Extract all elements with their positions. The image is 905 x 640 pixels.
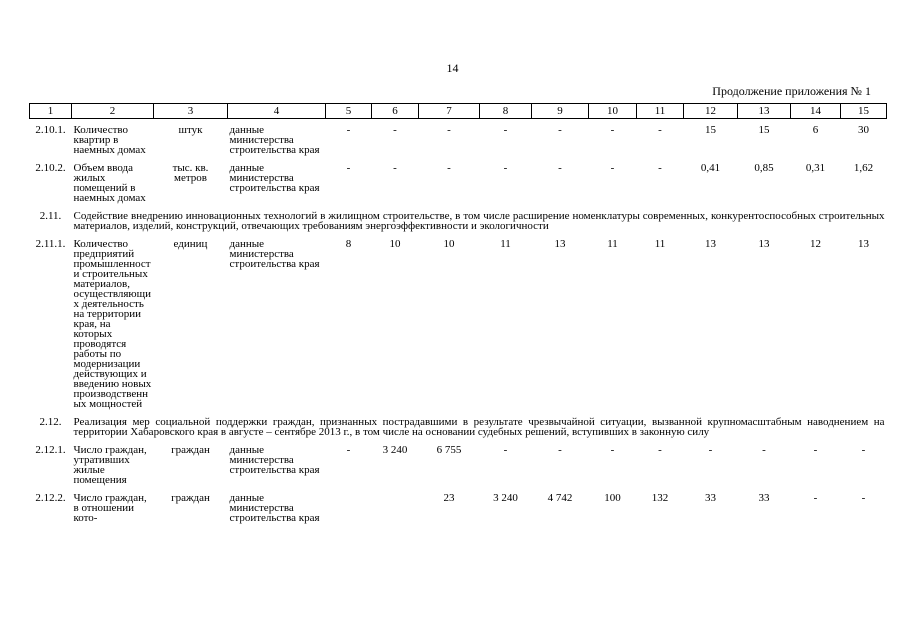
value-cell — [372, 487, 419, 525]
value-cell: - — [346, 124, 351, 136]
value-cell: 15 — [705, 124, 716, 136]
value-cell: - — [503, 124, 508, 136]
value-cell: - — [558, 162, 562, 174]
value-cell: 100 — [604, 492, 621, 504]
table-row — [30, 487, 887, 525]
source: данные министерства строительства края — [229, 238, 320, 270]
value-cell: - — [813, 444, 818, 456]
header-cell: 4 — [228, 104, 326, 119]
header-cell: 15 — [841, 104, 887, 119]
value-cell: 4 742 — [547, 492, 573, 504]
value-cell: 11 — [654, 238, 666, 250]
header-cell: 3 — [154, 104, 228, 119]
indicator-name: Количество предприятий промышленности строительных материалов, осуществляющих деятельность на территории края, на которых проводятся работы по модернизации действующих и введению новых производственных мощностей — [73, 238, 152, 410]
section-number: 2.11. — [39, 210, 62, 222]
value-cell: - — [447, 124, 451, 136]
value-cell: 33 — [758, 492, 770, 504]
header-cell: 6 — [372, 104, 419, 119]
value-cell: - — [558, 444, 562, 456]
table-row — [30, 157, 887, 205]
unit: единиц — [173, 238, 208, 250]
value-cell: 6 — [812, 124, 819, 136]
value-cell: 11 — [500, 238, 511, 250]
value-cell: 10 — [389, 238, 401, 250]
value-cell: - — [503, 444, 508, 456]
value-cell: - — [813, 492, 818, 504]
value-cell: - — [393, 162, 397, 174]
value-cell: - — [447, 162, 451, 174]
source: данные министерства строительства края — [229, 492, 320, 524]
value-cell: - — [558, 124, 562, 136]
value-cell: 33 — [705, 492, 716, 504]
unit: граждан — [171, 492, 210, 504]
value-cell: 3 240 — [382, 444, 408, 456]
value-cell: - — [346, 162, 351, 174]
source: данные министерства строительства края — [229, 124, 320, 156]
value-cell: 10 — [443, 238, 455, 250]
header-cell: 2 — [72, 104, 154, 119]
header-cell: 14 — [791, 104, 841, 119]
value-cell: - — [861, 492, 866, 504]
value-cell: 8 — [345, 238, 352, 250]
page-number: 14 — [446, 61, 459, 75]
value-cell — [326, 487, 372, 525]
value-cell: - — [658, 444, 662, 456]
table-header-row — [30, 104, 887, 119]
value-cell: - — [658, 162, 662, 174]
value-cell: 30 — [858, 124, 869, 136]
value-cell: 13 — [758, 238, 770, 250]
header-cell: 5 — [326, 104, 372, 119]
value-cell: 13 — [705, 238, 716, 250]
value-cell: 3 240 — [493, 492, 518, 504]
value-cell: - — [393, 124, 397, 136]
value-cell: - — [346, 444, 351, 456]
row-number: 2.12.2. — [35, 492, 66, 504]
source: данные министерства строительства края — [229, 444, 320, 476]
row-number: 2.10.2. — [35, 162, 66, 174]
row-number: 2.12.1. — [35, 444, 66, 456]
row-number: 2.10.1. — [35, 124, 66, 136]
value-cell: 0,31 — [805, 162, 826, 174]
value-cell: 0,85 — [754, 162, 774, 174]
unit: тыс. кв. метров — [172, 162, 209, 184]
indicators-table — [29, 103, 887, 525]
row-number: 2.11.1. — [35, 238, 66, 250]
value-cell: 13 — [554, 238, 566, 250]
header-cell: 12 — [684, 104, 738, 119]
unit: граждан — [171, 444, 210, 456]
value-cell: - — [610, 124, 615, 136]
section-title: Содействие внедрению инновационных технологий в жилищном строительстве, в том числе расширение номенклатуры современных, конкурентоспособных строительных материалов, изделий, конструкций, отвечающих требованиям энергоэффективности и экологичности — [73, 210, 885, 232]
value-cell: - — [610, 162, 615, 174]
header-cell: 10 — [589, 104, 637, 119]
value-cell: 1,62 — [853, 162, 874, 174]
value-cell: 132 — [651, 492, 669, 504]
indicator-name: Количество квартир в наемных домах — [73, 124, 146, 156]
indicator-name: Число граждан, утративших жилые помещения — [73, 444, 147, 486]
value-cell: 13 — [858, 238, 869, 250]
indicator-name: Число граждан, в отношении кото- — [73, 492, 147, 524]
value-cell: 6 755 — [436, 444, 462, 456]
unit: штук — [178, 124, 203, 136]
indicator-name: Объем ввода жилых помещений в наемных домах — [73, 162, 146, 204]
section-number: 2.12. — [39, 416, 62, 428]
value-cell: 23 — [443, 492, 455, 504]
table-row — [30, 233, 887, 411]
value-cell: - — [610, 444, 615, 456]
value-cell: 11 — [607, 238, 618, 250]
continuation-note: Продолжение приложения № 1 — [712, 84, 871, 98]
value-cell: 12 — [810, 238, 821, 250]
value-cell: - — [762, 444, 766, 456]
header-cell: 8 — [480, 104, 532, 119]
value-cell: - — [658, 124, 662, 136]
header-cell: 11 — [637, 104, 684, 119]
value-cell: - — [861, 444, 866, 456]
table-row — [30, 119, 887, 158]
header-cell: 9 — [532, 104, 589, 119]
section-row — [30, 411, 887, 439]
value-cell: 15 — [758, 124, 770, 136]
header-cell: 1 — [30, 104, 72, 119]
header-cell: 7 — [419, 104, 480, 119]
value-cell: - — [503, 162, 508, 174]
section-title: Реализация мер социальной поддержки граждан, признанных пострадавшими в результате чрезвычайной ситуации, вызванной крупномасштабным наводнением на территории Хабаровского края в августе – сентябре 2013 г., в том числе на основании судебных решений, вступивших в законную силу — [73, 416, 885, 438]
value-cell: 0,41 — [700, 162, 721, 174]
header-cell: 13 — [738, 104, 791, 119]
value-cell: - — [708, 444, 713, 456]
source: данные министерства строительства края — [229, 162, 320, 194]
section-row — [30, 205, 887, 233]
table-row — [30, 439, 887, 487]
